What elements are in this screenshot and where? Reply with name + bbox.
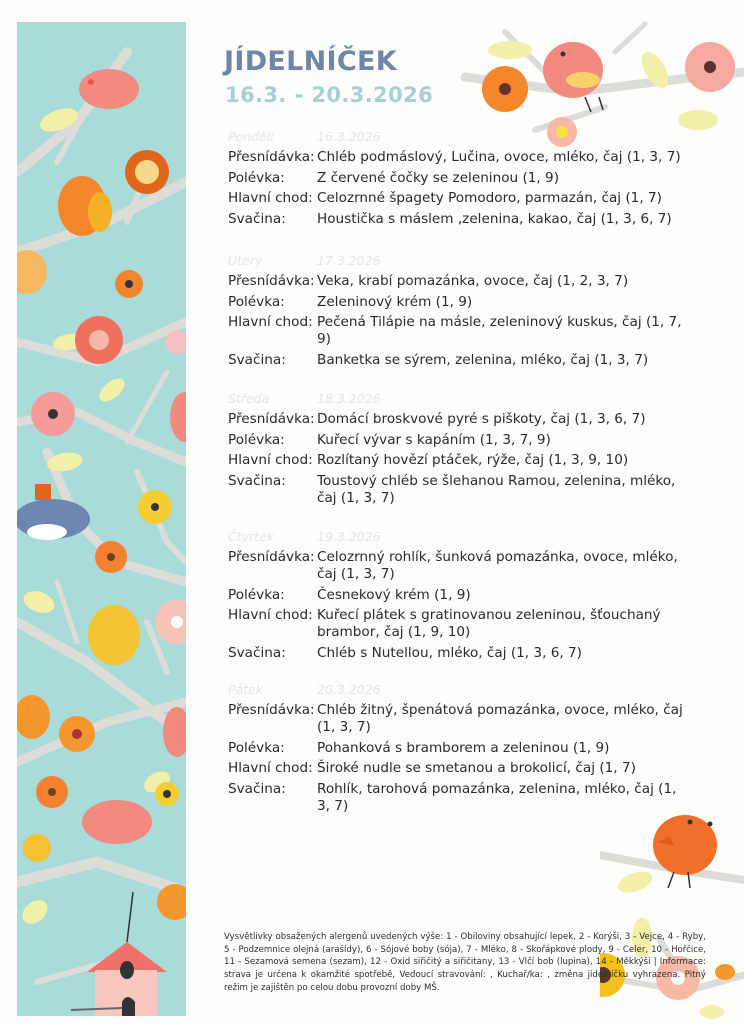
meal-label: Přesnídávka: bbox=[228, 149, 315, 165]
meal-row-snack-am bbox=[228, 272, 690, 293]
weekly-menu bbox=[228, 125, 690, 818]
meal-row-snack-pm bbox=[228, 351, 690, 372]
day-friday bbox=[228, 678, 690, 818]
page-title: JÍDELNÍČEK bbox=[224, 46, 397, 77]
meal-value: Široké nudle se smetanou a brokolicí, čaj (1, 7) bbox=[317, 760, 636, 776]
day-name: Úterý bbox=[228, 253, 263, 268]
meal-row-snack-pm bbox=[228, 472, 690, 510]
day-header bbox=[228, 249, 690, 272]
meal-value: Celozrnné špagety Pomodoro, parmazán, čaj (1, 7) bbox=[317, 190, 662, 206]
meal-label: Svačina: bbox=[228, 780, 286, 797]
meal-row-soup bbox=[228, 293, 690, 314]
day-name: Pátek bbox=[228, 682, 264, 697]
day-header bbox=[228, 525, 690, 548]
day-header bbox=[228, 387, 690, 410]
meal-row-soup bbox=[228, 431, 690, 452]
meal-row-main bbox=[228, 313, 690, 351]
day-monday bbox=[228, 125, 690, 249]
meal-value: Veka, krabí pomazánka, ovoce, čaj (1, 2, 3, 7) bbox=[317, 273, 629, 289]
meal-value: Houstička s máslem ,zelenina, kakao, čaj (1, 3, 6, 7) bbox=[317, 210, 672, 227]
meal-value: Kuřecí vývar s kapáním (1, 3, 7, 9) bbox=[317, 431, 551, 448]
meal-value: Banketka se sýrem, zelenina, mléko, čaj (1, 3, 7) bbox=[317, 351, 649, 368]
meal-row-snack-am bbox=[228, 148, 690, 169]
meal-label: Přesnídávka: bbox=[228, 549, 315, 565]
meal-label: Hlavní chod: bbox=[228, 607, 313, 623]
meal-value: Kuřecí plátek s gratinovanou zeleninou, šťouchaný brambor, čaj (1, 9, 10) bbox=[317, 607, 661, 640]
meal-label: Polévka: bbox=[228, 169, 285, 186]
meal-label: Polévka: bbox=[228, 431, 285, 448]
meal-row-main bbox=[228, 189, 690, 210]
day-name: Čtvrtek bbox=[228, 529, 274, 544]
meal-row-soup bbox=[228, 739, 690, 760]
day-header bbox=[228, 678, 690, 701]
meal-value: Pohanková s bramborem a zeleninou (1, 9) bbox=[317, 739, 610, 756]
meal-value: Rohlík, tarohová pomazánka, zelenina, mléko, čaj (1, 3, 7) bbox=[317, 780, 677, 814]
meal-value: Toustový chléb se šlehanou Ramou, zelenina, mléko, čaj (1, 3, 7) bbox=[317, 472, 676, 506]
day-date: 18.3.2026 bbox=[317, 391, 381, 406]
meal-label: Polévka: bbox=[228, 586, 285, 603]
day-name: Středa bbox=[228, 391, 270, 406]
meal-label: Hlavní chod: bbox=[228, 190, 313, 206]
meal-value: Rozlítaný hovězí ptáček, rýže, čaj (1, 3, 9, 10) bbox=[317, 452, 629, 468]
meal-value: Česnekový krém (1, 9) bbox=[317, 586, 471, 603]
meal-value: Pečená Tilápie na másle, zeleninový kuskus, čaj (1, 7, 9) bbox=[317, 314, 682, 347]
day-date: 19.3.2026 bbox=[317, 529, 381, 544]
day-header bbox=[228, 125, 690, 148]
day-date: 20.3.2026 bbox=[317, 682, 381, 697]
meal-label: Přesnídávka: bbox=[228, 702, 315, 718]
meal-value: Z červené čočky se zeleninou (1, 9) bbox=[317, 169, 559, 186]
date-range: 16.3. - 20.3.2026 bbox=[225, 83, 434, 107]
meal-value: Domácí broskvové pyré s piškoty, čaj (1, 3, 6, 7) bbox=[317, 411, 646, 427]
day-name: Pondělí bbox=[228, 129, 274, 144]
meal-value: Zeleninový krém (1, 9) bbox=[317, 293, 473, 310]
allergen-legend: Vysvětlivky obsažených alergenů uvedených výše: 1 - Obiloviny obsahující lepek, 2 - Korýši, 3 - Vejce, 4 - Ryby, 5 - Podzemnice olejná (arašídy), 6 - Sójové boby (sója), 7 - Mléko, 8 - Skořápkové plody, 9 - Celer, 10 - Hořčice, 11 - Sezamová semena (sezam), 12 - Oxid siřičitý a siřičitany, 13 - Vlčí bob (lupina), 14 - Měkkýši | Informace: strava je určena k okamžité spotřebě, Vedoucí stravování: , Kuchař/ka: , změna jídelníčku vyhrazena. Pitný režim je zajištěn po celou dobu provozní doby MŠ. bbox=[224, 932, 706, 993]
meal-row-main bbox=[228, 759, 690, 780]
meal-value: Celozrnný rohlík, šunková pomazánka, ovoce, mléko, čaj (1, 3, 7) bbox=[317, 549, 678, 582]
meal-row-snack-am bbox=[228, 410, 690, 431]
meal-label: Svačina: bbox=[228, 210, 286, 227]
meal-label: Polévka: bbox=[228, 739, 285, 756]
meal-row-snack-am bbox=[228, 548, 690, 586]
meal-label: Svačina: bbox=[228, 644, 286, 661]
birds-branches-illustration bbox=[17, 22, 186, 1016]
meal-label: Hlavní chod: bbox=[228, 760, 313, 776]
meal-row-soup bbox=[228, 169, 690, 190]
day-wednesday bbox=[228, 387, 690, 525]
meal-row-main bbox=[228, 451, 690, 472]
meal-value: Chléb žitný, špenátová pomazánka, ovoce, mléko, čaj (1, 3, 7) bbox=[317, 702, 683, 735]
meal-label: Přesnídávka: bbox=[228, 273, 315, 289]
meal-label: Hlavní chod: bbox=[228, 452, 313, 468]
day-tuesday bbox=[228, 249, 690, 387]
day-date: 16.3.2026 bbox=[317, 129, 381, 144]
meal-label: Svačina: bbox=[228, 351, 286, 368]
day-thursday bbox=[228, 525, 690, 678]
meal-label: Svačina: bbox=[228, 472, 286, 489]
meal-row-snack-am bbox=[228, 701, 690, 739]
meal-value: Chléb s Nutellou, mléko, čaj (1, 3, 6, 7) bbox=[317, 644, 582, 661]
meal-label: Přesnídávka: bbox=[228, 411, 315, 427]
meal-label: Polévka: bbox=[228, 293, 285, 310]
meal-row-snack-pm bbox=[228, 210, 690, 231]
day-date: 17.3.2026 bbox=[317, 253, 381, 268]
meal-row-snack-pm bbox=[228, 780, 690, 818]
meal-row-main bbox=[228, 606, 690, 644]
decorative-bird-panel bbox=[17, 22, 186, 1016]
meal-label: Hlavní chod: bbox=[228, 314, 313, 330]
meal-row-snack-pm bbox=[228, 644, 690, 665]
meal-value: Chléb podmáslový, Lučina, ovoce, mléko, čaj (1, 3, 7) bbox=[317, 149, 681, 165]
meal-row-soup bbox=[228, 586, 690, 607]
